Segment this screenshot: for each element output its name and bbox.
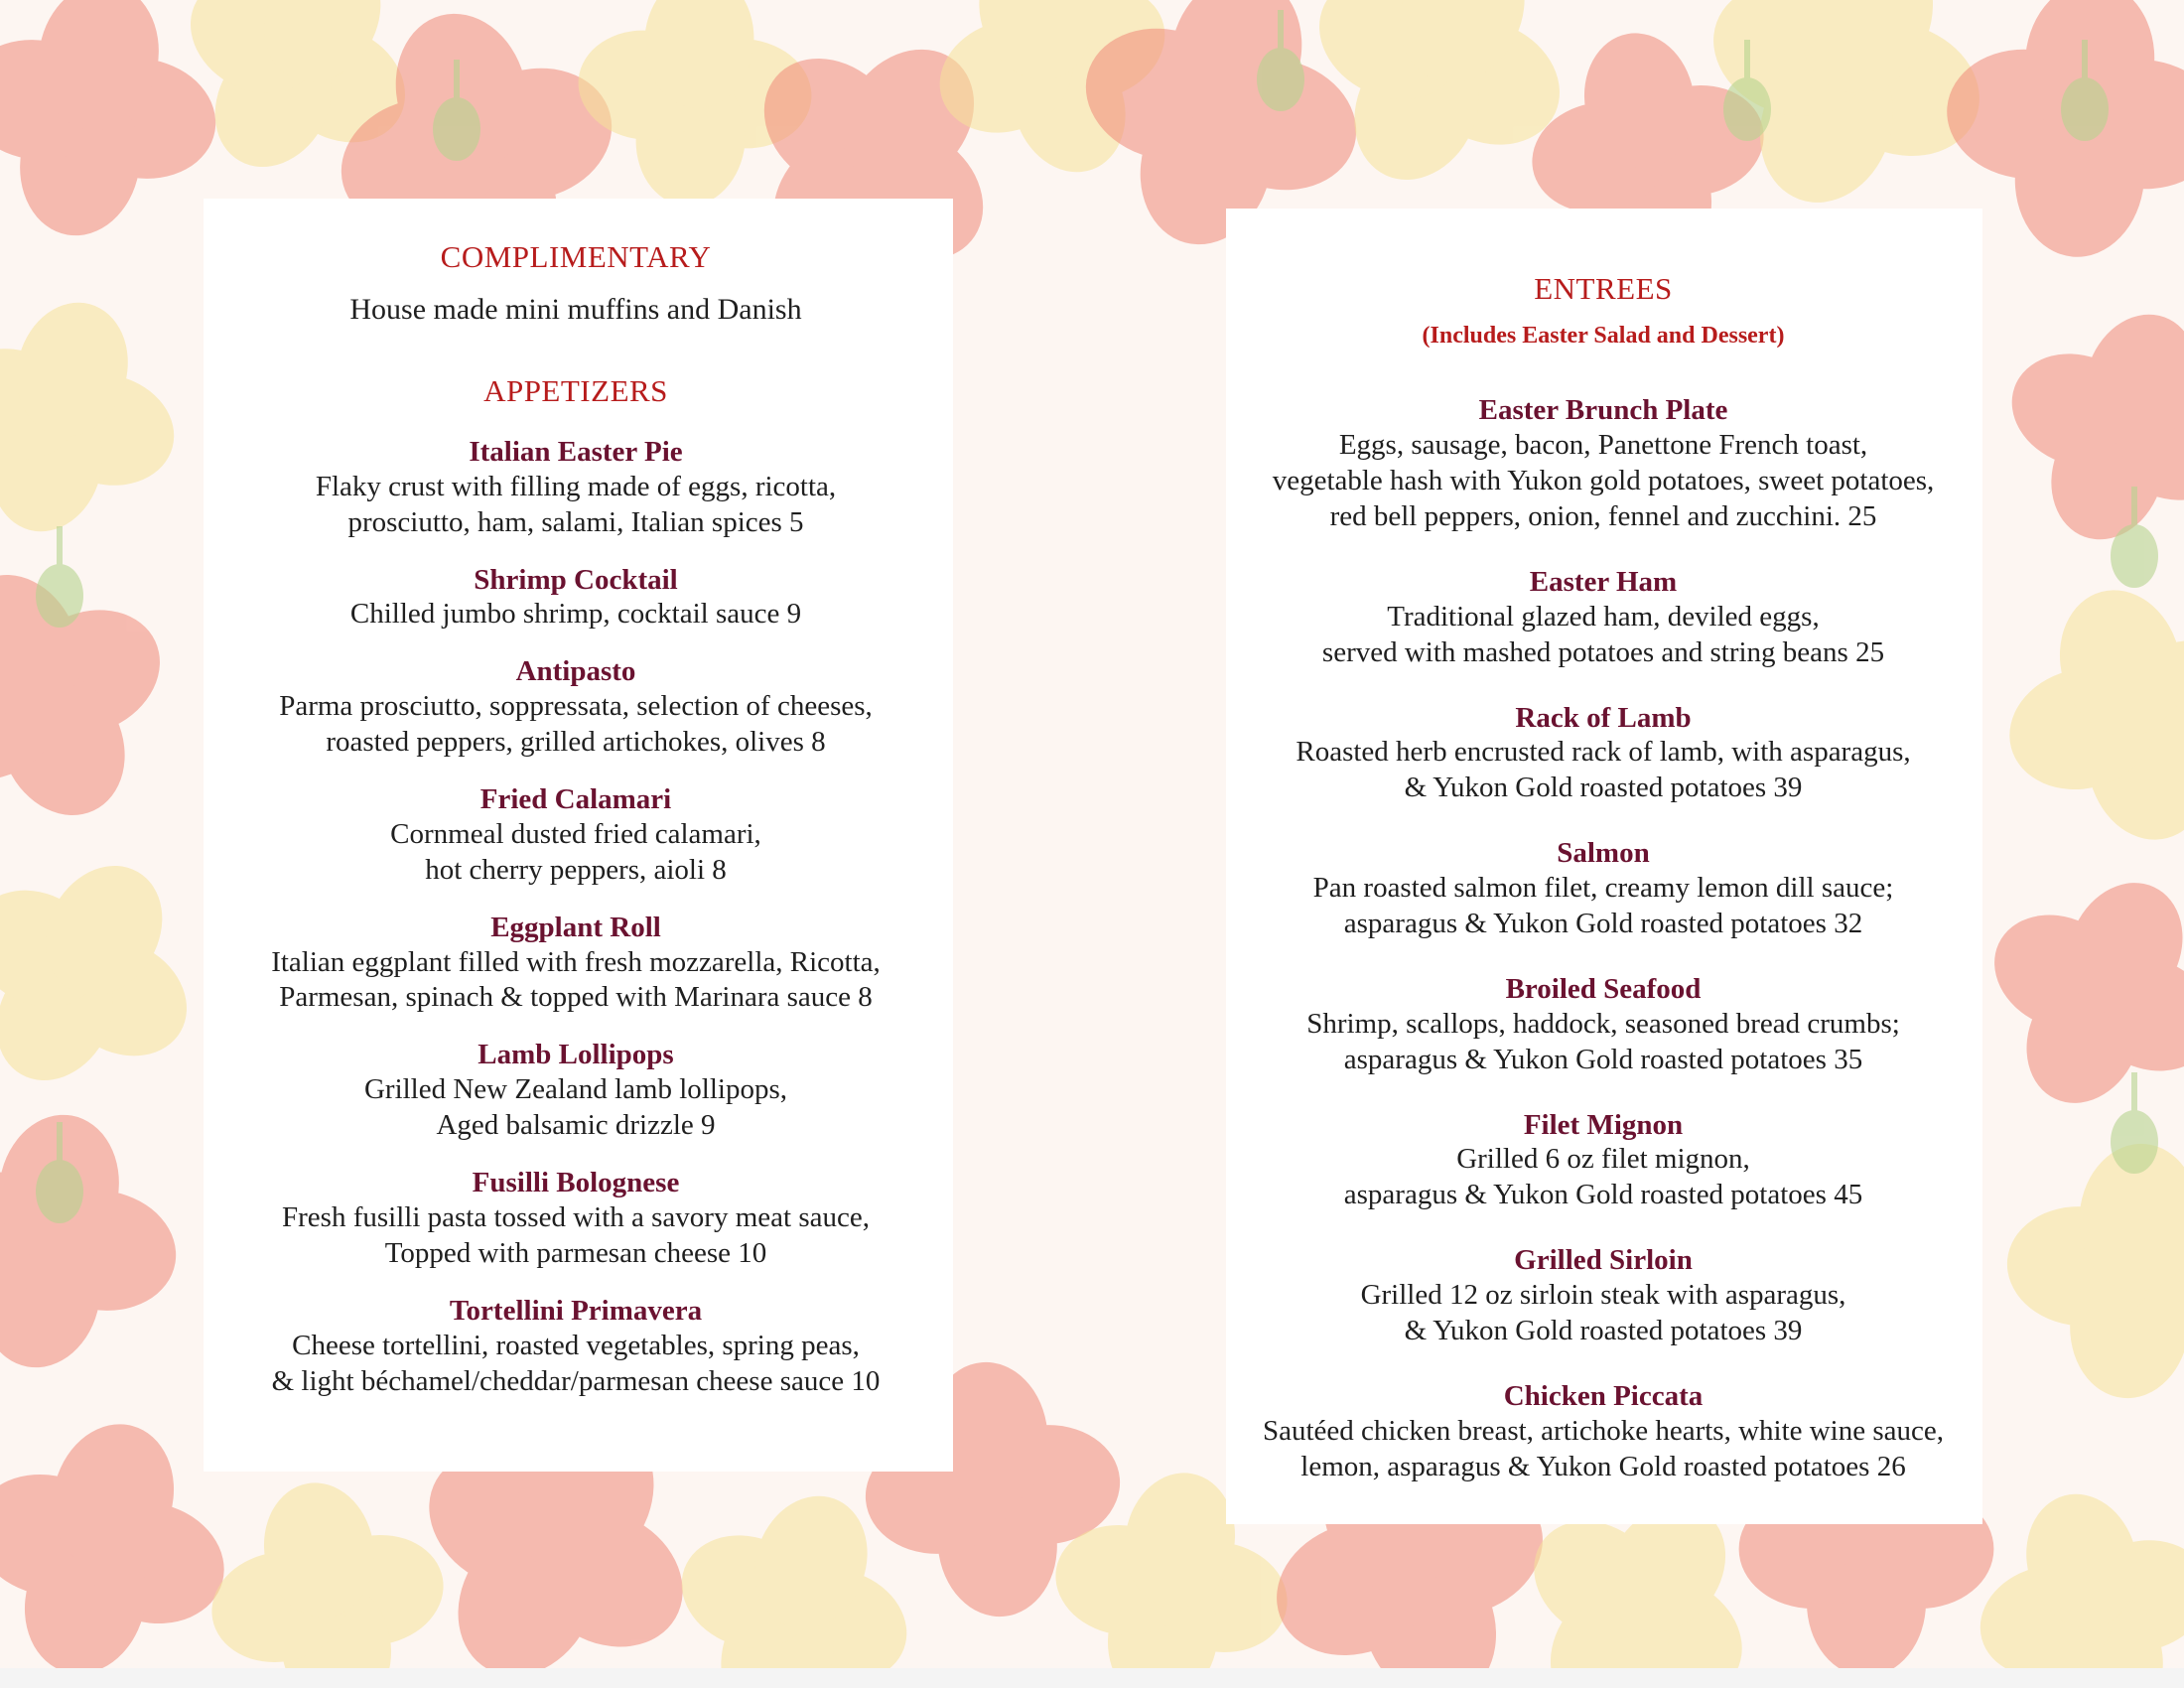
menu-item-description-line: Grilled 6 oz filet mignon, — [1456, 1143, 1750, 1176]
menu-item-description-line: Sautéed chicken breast, artichoke hearts, white wine sauce, — [1262, 1414, 1945, 1447]
menu-item-description-line: Shrimp, scallops, haddock, seasoned bread crumbs; — [1306, 1007, 1900, 1040]
menu-item — [1206, 565, 2000, 671]
menu-item — [169, 782, 983, 889]
menu-item — [169, 654, 983, 761]
right-column — [1206, 270, 2000, 1485]
menu-item-name: Fried Calamari — [479, 783, 672, 816]
menu-item-description-line: Roasted herb encrusted rack of lamb, with asparagus, — [1296, 736, 1911, 769]
menu-item-description-line: red bell peppers, onion, fennel and zucchini. 25 — [1329, 499, 1877, 532]
menu-item-description — [1206, 1278, 2000, 1349]
menu-item-description — [1206, 1414, 2000, 1485]
menu-item-name: Antipasto — [515, 655, 636, 688]
menu-item-description — [1206, 1142, 2000, 1213]
menu-item-description-line: served with mashed potatoes and string beans 25 — [1321, 635, 1885, 668]
menu-item-description — [1206, 871, 2000, 942]
menu-item-description — [169, 817, 983, 889]
poppy-flower — [1952, 1466, 2184, 1688]
menu-item — [1206, 836, 2000, 942]
menu-item-description-line: vegetable hash with Yukon gold potatoes, sweet potatoes, — [1272, 464, 1935, 496]
menu-item — [169, 1038, 983, 1144]
poppy-flower — [193, 1464, 464, 1688]
menu-item-description-line: hot cherry peppers, aioli 8 — [425, 853, 727, 886]
menu-item-name: Rack of Lamb — [1515, 701, 1692, 734]
menu-item-name: Filet Mignon — [1523, 1108, 1684, 1141]
entrees-heading: ENTREES — [1534, 271, 1673, 306]
menu-item-description-line: Grilled New Zealand lamb lollipops, — [363, 1073, 788, 1106]
menu-item-name: Easter Ham — [1529, 565, 1678, 598]
menu-item-description-line: asparagus & Yukon Gold roasted potatoes 32 — [1343, 908, 1863, 939]
left-column — [169, 238, 983, 1400]
menu-item-description-line: Traditional glazed ham, deviled eggs, — [1387, 600, 1820, 633]
menu-item — [1206, 972, 2000, 1078]
appetizers-list — [169, 435, 983, 1400]
poppy-flower — [1979, 559, 2184, 872]
complimentary-heading: COMPLIMENTARY — [440, 239, 712, 274]
menu-item-description — [169, 689, 983, 761]
poppy-flower — [1975, 277, 2184, 577]
menu-item-name: Italian Easter Pie — [469, 435, 683, 468]
menu-item-name: Broiled Seafood — [1505, 972, 1702, 1005]
menu-item-description-line: Flaky crust with filling made of eggs, ricotta, — [315, 470, 837, 502]
menu-item-description-line: Grilled 12 oz sirloin steak with asparagus, — [1360, 1279, 1846, 1312]
menu-item-description — [169, 597, 983, 633]
menu-item-name: Lamb Lollipops — [478, 1039, 674, 1071]
menu-item — [1206, 701, 2000, 807]
poppy-flower — [1996, 1133, 2184, 1409]
menu-item — [169, 911, 983, 1017]
menu-item — [169, 435, 983, 541]
menu-item-description-line: Topped with parmesan cheese 10 — [384, 1236, 767, 1269]
menu-item-name: Salmon — [1557, 837, 1650, 870]
menu-item-description-line: asparagus & Yukon Gold roasted potatoes 45 — [1343, 1179, 1863, 1211]
menu-item-description-line: Pan roasted salmon filet, creamy lemon dill sauce; — [1312, 872, 1894, 905]
menu-item-name: Eggplant Roll — [490, 911, 661, 943]
menu-item-description-line: Parma prosciutto, soppressata, selection of cheeses, — [279, 690, 873, 723]
menu-item — [169, 1294, 983, 1400]
menu-item-description-line: Cornmeal dusted fried calamari, — [390, 817, 761, 850]
entrees-list — [1206, 393, 2000, 1485]
menu-item-name: Grilled Sirloin — [1514, 1244, 1693, 1277]
poppy-flower — [0, 1093, 198, 1388]
appetizers-heading: APPETIZERS — [483, 372, 668, 408]
menu-item-description-line: Chilled jumbo shrimp, cocktail sauce 9 — [349, 598, 802, 631]
menu-item-description-line: Parmesan, spinach & topped with Marinara sauce 8 — [279, 981, 873, 1014]
menu-item-description — [1206, 1007, 2000, 1078]
menu-item — [1206, 1379, 2000, 1485]
menu-item-description — [169, 945, 983, 1017]
menu-item-description-line: & light béchamel/cheddar/parmesan cheese sauce 10 — [271, 1364, 881, 1397]
menu-item-description-line: Aged balsamic drizzle 9 — [436, 1109, 716, 1142]
menu-item-description — [169, 470, 983, 541]
menu-item-description-line: & Yukon Gold roasted potatoes 39 — [1404, 1315, 1803, 1347]
complimentary-text: House made mini muffins and Danish — [349, 293, 802, 327]
menu-item-description-line: Cheese tortellini, roasted vegetables, spring peas, — [292, 1329, 860, 1361]
menu-item — [169, 563, 983, 633]
menu-item-description — [1206, 600, 2000, 671]
menu-item-description-line: Eggs, sausage, bacon, Panettone French toast, — [1338, 428, 1868, 461]
menu-item-description — [169, 1329, 983, 1400]
poppy-bud — [2111, 1072, 2158, 1174]
poppy-bud — [36, 526, 83, 628]
menu-item-name: Tortellini Primavera — [449, 1294, 703, 1327]
menu-item-name: Shrimp Cocktail — [474, 563, 678, 596]
menu-item-description — [169, 1200, 983, 1272]
menu-item-description-line: prosciutto, ham, salami, Italian spices 5 — [347, 505, 804, 538]
menu-item-description-line: & Yukon Gold roasted potatoes 39 — [1404, 772, 1803, 804]
menu-item — [1206, 393, 2000, 535]
bottom-strip — [0, 1668, 2184, 1688]
menu-item-name: Easter Brunch Plate — [1478, 394, 1728, 427]
menu-item-name: Fusilli Bolognese — [472, 1167, 680, 1199]
entrees-subtitle: (Includes Easter Salad and Dessert) — [1422, 323, 1785, 350]
menu-item-description-line: lemon, asparagus & Yukon Gold roasted potatoes 26 — [1300, 1450, 1906, 1482]
menu-item-description-line: Italian eggplant filled with fresh mozzarella, Ricotta, — [271, 945, 881, 978]
menu-item-description — [1206, 735, 2000, 806]
menu-item — [1206, 1108, 2000, 1214]
menu-item-description — [1206, 428, 2000, 535]
menu-item — [1206, 1243, 2000, 1349]
menu-item — [169, 1166, 983, 1272]
menu-item-description-line: roasted peppers, grilled artichokes, olives 8 — [326, 726, 826, 759]
menu-item-description-line: Fresh fusilli pasta tossed with a savory meat sauce, — [282, 1200, 870, 1233]
menu-item-name: Chicken Piccata — [1503, 1380, 1704, 1413]
menu-item-description-line: asparagus & Yukon Gold roasted potatoes 35 — [1343, 1043, 1863, 1075]
menu-item-description — [169, 1072, 983, 1144]
